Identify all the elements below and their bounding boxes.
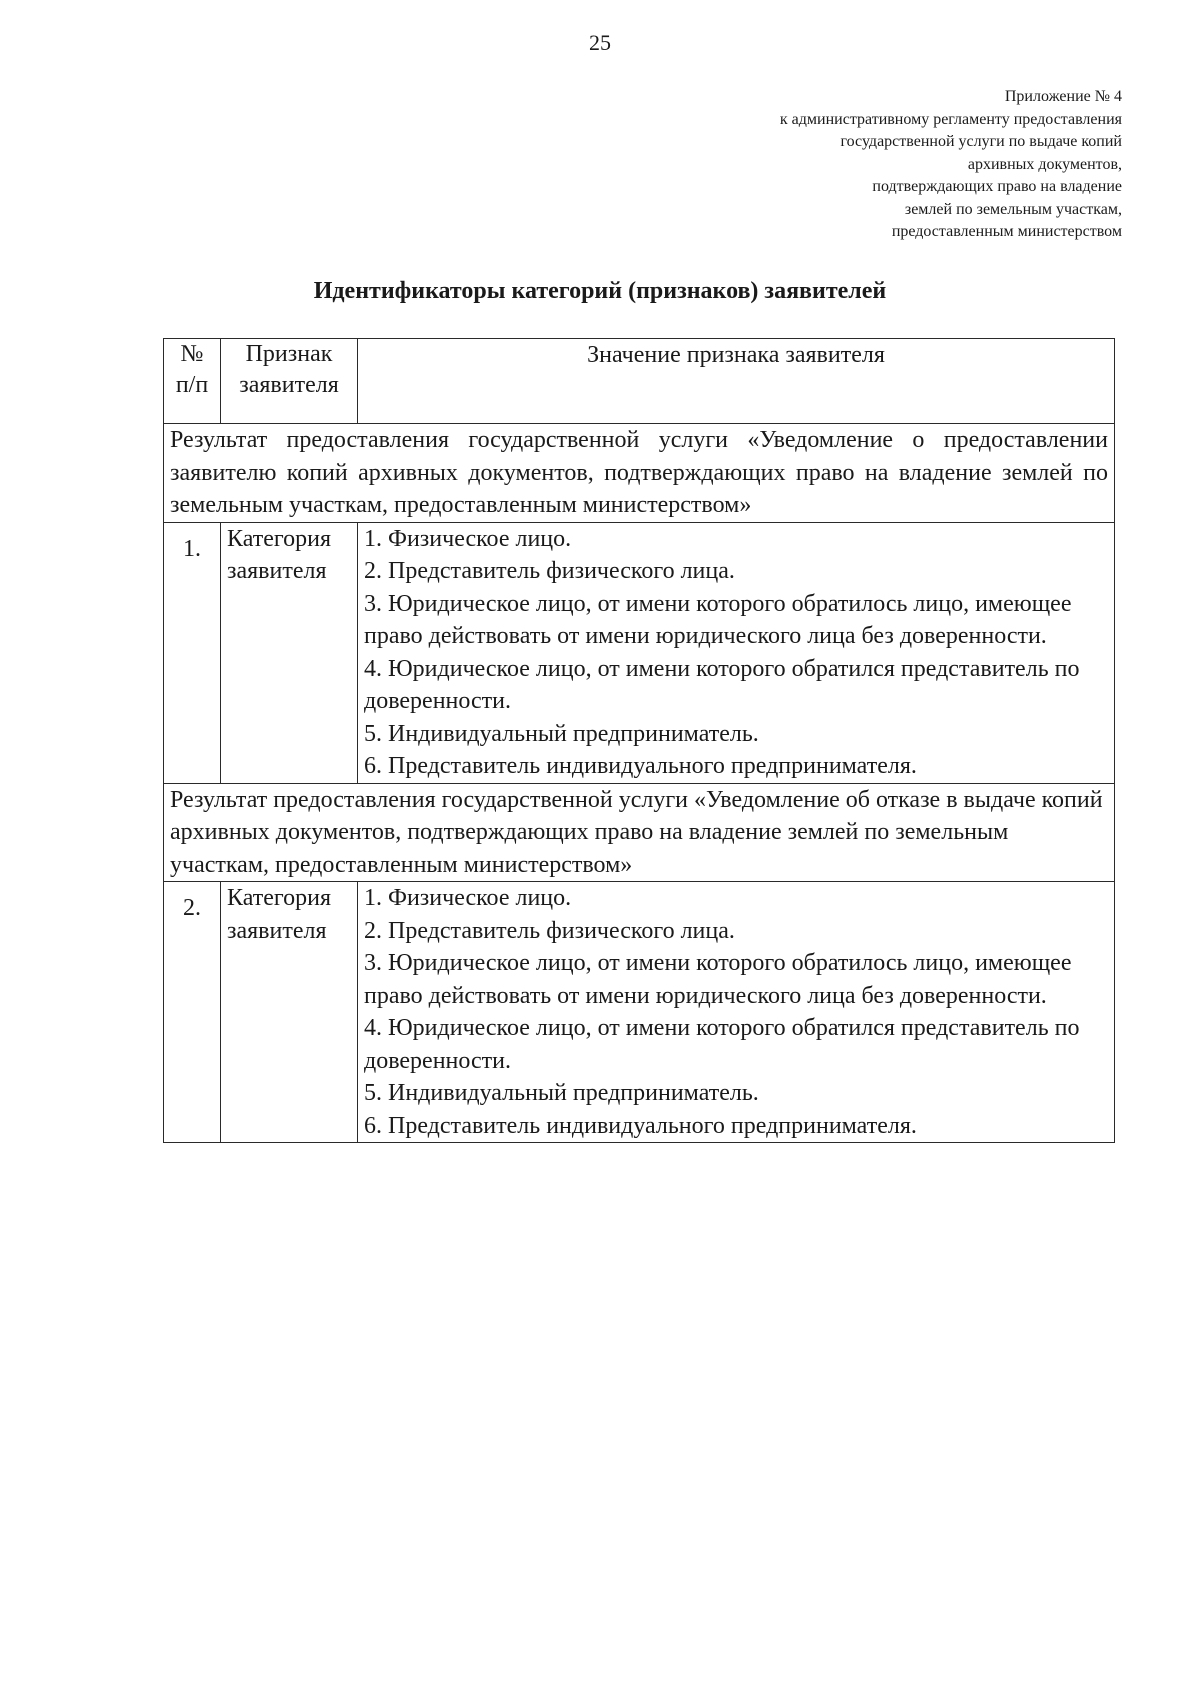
appendix-line: Приложение № 4 bbox=[1004, 88, 1122, 105]
section-row bbox=[164, 424, 1115, 523]
header-value: Значение признака заявителя bbox=[358, 339, 1115, 424]
list-item: 6. Представитель индивидуального предпринимателя. bbox=[364, 1112, 917, 1139]
row-values bbox=[358, 522, 1115, 783]
section-result-text: Результат предоставления государственной услуги «Уведомление об отказе в выдаче копий архивных документов, подтверждающих право на владение землей по земельным участкам, предоставленным министерством» bbox=[164, 783, 1115, 882]
appendix-line: предоставленным министерством bbox=[891, 223, 1122, 240]
appendix-line: землей по земельным участкам, bbox=[904, 200, 1122, 218]
table-row bbox=[164, 522, 1115, 783]
appendix-note bbox=[602, 86, 1122, 244]
table-row bbox=[164, 882, 1115, 1143]
list-item: 1. Физическое лицо. bbox=[364, 885, 572, 911]
list-item: 5. Индивидуальный предприниматель. bbox=[364, 720, 759, 747]
list-item: 1. Физическое лицо. bbox=[364, 525, 572, 552]
list-item: 4. Юридическое лицо, от имени которого обратился представитель по доверенности. bbox=[364, 1015, 1080, 1074]
header-attribute: Признак заявителя bbox=[221, 339, 358, 424]
row-attribute: Категория заявителя bbox=[221, 522, 358, 783]
appendix-line: подтверждающих право на владение bbox=[872, 178, 1122, 195]
list-item: 3. Юридическое лицо, от имени которого обратилось лицо, имеющее право действовать от имени юридического лица без доверенности. bbox=[364, 590, 1072, 649]
header-num: № п/п bbox=[164, 339, 221, 424]
list-item: 5. Индивидуальный предприниматель. bbox=[364, 1080, 759, 1106]
appendix-line: государственной услуги по выдаче копий bbox=[840, 133, 1122, 150]
list-item: 2. Представитель физического лица. bbox=[364, 558, 735, 584]
row-attribute: Категория заявителя bbox=[221, 882, 358, 1143]
page-number: 25 bbox=[589, 30, 611, 55]
appendix-line: к административному регламенту предоставления bbox=[779, 110, 1122, 128]
list-item: 4. Юридическое лицо, от имени которого обратился представитель по доверенности. bbox=[364, 655, 1080, 714]
row-values bbox=[358, 882, 1115, 1143]
list-item: 2. Представитель физического лица. bbox=[364, 917, 735, 944]
section-row bbox=[164, 783, 1115, 882]
list-item: 3. Юридическое лицо, от имени которого обратилось лицо, имеющее право действовать от имени юридического лица без доверенности. bbox=[364, 950, 1072, 1009]
appendix-line: архивных документов, bbox=[967, 155, 1122, 173]
table-header-row bbox=[164, 339, 1115, 424]
identifiers-table bbox=[163, 338, 1115, 1143]
row-number: 2. bbox=[164, 882, 221, 1143]
row-number: 1. bbox=[164, 522, 221, 783]
document-title: Идентификаторы категорий (признаков) заявителей bbox=[313, 278, 887, 304]
list-item: 6. Представитель индивидуального предпринимателя. bbox=[364, 753, 917, 779]
section-result-text: Результат предоставления государственной услуги «Уведомление о предоставлении заявителю копий архивных документов, подтверждающих право на владение землей по земельным участкам, предоставленным министерством» bbox=[164, 424, 1115, 523]
